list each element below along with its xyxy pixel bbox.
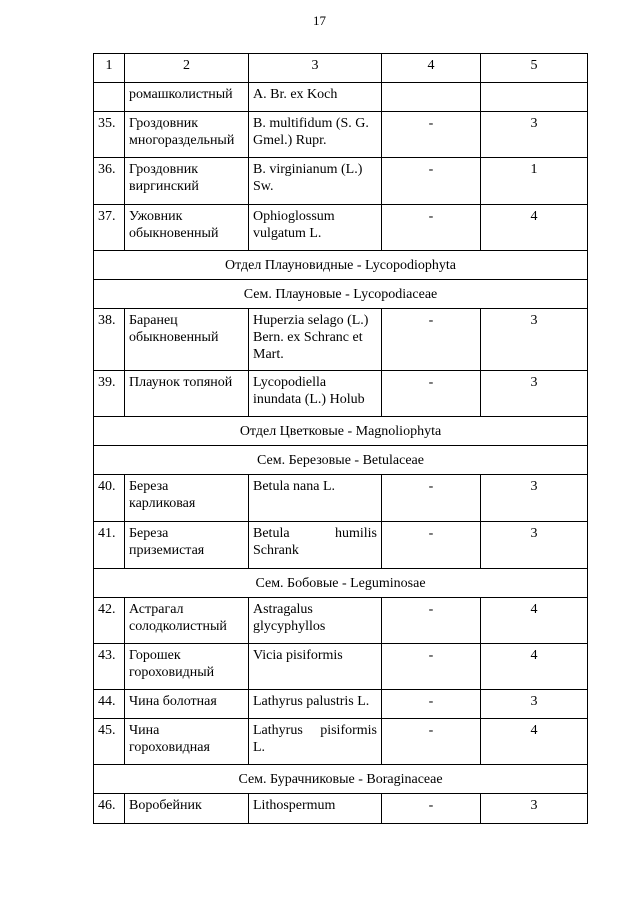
column-4-value: - xyxy=(382,112,481,158)
species-russian-name-line: Гроздовник xyxy=(129,162,199,177)
species-latin-name-line: vulgatum L. xyxy=(253,226,322,241)
species-latin-name-line: Betula humilis xyxy=(253,526,377,541)
header-col-5: 5 xyxy=(481,54,588,83)
table-row xyxy=(94,83,588,112)
table-row xyxy=(94,205,588,251)
header-col-4: 4 xyxy=(382,54,481,83)
column-5-value: 1 xyxy=(481,158,588,205)
section-header-row xyxy=(94,280,588,309)
table-row xyxy=(94,158,588,205)
species-russian-name xyxy=(125,719,249,765)
species-russian-name-line: Воробейник xyxy=(129,798,202,813)
column-5-value: 4 xyxy=(481,644,588,690)
column-5-value: 3 xyxy=(481,522,588,569)
species-russian-name xyxy=(125,309,249,371)
species-russian-name-line: Береза xyxy=(129,479,169,494)
page-number: 17 xyxy=(313,13,326,28)
section-header-row xyxy=(94,417,588,446)
header-col-2: 2 xyxy=(125,54,249,83)
column-4-value: - xyxy=(382,644,481,690)
species-russian-name xyxy=(125,371,249,417)
row-number: 39. xyxy=(94,371,125,417)
species-russian-name-line: Плаунок топяной xyxy=(129,375,233,390)
section-title: Сем. Бобовые - Leguminosae xyxy=(94,569,588,598)
species-latin-name-line: Schrank xyxy=(253,543,299,558)
column-5-value: 3 xyxy=(481,475,588,522)
header-col-3: 3 xyxy=(249,54,382,83)
section-title: Сем. Бурачниковые - Boraginaceae xyxy=(94,765,588,794)
species-russian-name-line: карликовая xyxy=(129,496,196,511)
column-5-value: 4 xyxy=(481,205,588,251)
species-russian-name xyxy=(125,690,249,719)
table-row xyxy=(94,475,588,522)
species-latin-name-line: Lycopodiella xyxy=(253,375,327,390)
species-latin-name xyxy=(249,83,382,112)
species-latin-name-line: B. multifidum (S. G. xyxy=(253,116,369,131)
table-row xyxy=(94,794,588,824)
column-5-value: 3 xyxy=(481,112,588,158)
species-russian-name xyxy=(125,644,249,690)
species-table xyxy=(93,53,588,824)
table-row xyxy=(94,309,588,371)
column-5-value: 4 xyxy=(481,719,588,765)
column-5-value: 3 xyxy=(481,690,588,719)
section-header-row xyxy=(94,251,588,280)
row-number: 36. xyxy=(94,158,125,205)
species-latin-name-line: Ophioglossum xyxy=(253,209,335,224)
table-header-row xyxy=(94,54,588,83)
species-latin-name-line: Mart. xyxy=(253,347,284,362)
species-russian-name-line: Чина xyxy=(129,723,160,738)
species-latin-name-line: Lithospermum xyxy=(253,798,336,813)
species-latin-name xyxy=(249,644,382,690)
species-latin-name-line: inundata (L.) Holub xyxy=(253,392,365,407)
species-latin-name-line: Lathyrus pisiformis xyxy=(253,723,377,738)
column-4-value: - xyxy=(382,158,481,205)
species-russian-name-line: Горошек xyxy=(129,648,181,663)
species-russian-name-line: обыкновенный xyxy=(129,226,219,241)
species-latin-name xyxy=(249,598,382,644)
column-4-value: - xyxy=(382,205,481,251)
column-4-value: - xyxy=(382,598,481,644)
species-russian-name xyxy=(125,475,249,522)
section-title: Сем. Березовые - Betulaceae xyxy=(94,446,588,475)
section-title: Отдел Плауновидные - Lycopodiophyta xyxy=(94,251,588,280)
header-col-1: 1 xyxy=(94,54,125,83)
species-latin-name xyxy=(249,522,382,569)
species-russian-name-line: Гроздовник xyxy=(129,116,199,131)
species-russian-name-line: солодколистный xyxy=(129,619,227,634)
species-russian-name xyxy=(125,522,249,569)
species-latin-name xyxy=(249,794,382,824)
species-latin-name xyxy=(249,112,382,158)
species-russian-name-line: гороховидная xyxy=(129,740,210,755)
species-latin-name-line: Sw. xyxy=(253,179,274,194)
species-latin-name-line: Betula nana L. xyxy=(253,479,336,494)
column-5-value: 3 xyxy=(481,309,588,371)
column-5-value: 3 xyxy=(481,794,588,824)
species-latin-name xyxy=(249,690,382,719)
species-latin-name-line: Gmel.) Rupr. xyxy=(253,133,327,148)
column-4-value: - xyxy=(382,371,481,417)
column-4-value: - xyxy=(382,719,481,765)
species-russian-name xyxy=(125,794,249,824)
species-russian-name xyxy=(125,158,249,205)
row-number xyxy=(94,83,125,112)
species-russian-name-line: виргинский xyxy=(129,179,199,194)
column-4-value: - xyxy=(382,794,481,824)
species-russian-name-line: ромашколистный xyxy=(129,87,233,102)
row-number: 41. xyxy=(94,522,125,569)
species-russian-name-line: Баранец xyxy=(129,313,178,328)
species-latin-name xyxy=(249,371,382,417)
species-russian-name-line: гороховидный xyxy=(129,665,215,680)
column-4-value: - xyxy=(382,309,481,371)
species-russian-name-line: обыкновенный xyxy=(129,330,219,345)
row-number: 35. xyxy=(94,112,125,158)
row-number: 42. xyxy=(94,598,125,644)
species-russian-name-line: Ужовник xyxy=(129,209,183,224)
species-latin-name xyxy=(249,309,382,371)
row-number: 37. xyxy=(94,205,125,251)
table-row xyxy=(94,112,588,158)
species-russian-name-line: приземистая xyxy=(129,543,205,558)
table-row xyxy=(94,690,588,719)
species-latin-name-line: L. xyxy=(253,740,266,755)
species-latin-name xyxy=(249,719,382,765)
section-title: Сем. Плауновые - Lycopodiaceae xyxy=(94,280,588,309)
table-row xyxy=(94,371,588,417)
column-5-value xyxy=(481,83,588,112)
section-title: Отдел Цветковые - Magnoliophyta xyxy=(94,417,588,446)
species-latin-name-line: Bern. ex Schranc et xyxy=(253,330,363,345)
column-5-value: 4 xyxy=(481,598,588,644)
column-4-value: - xyxy=(382,522,481,569)
table-row xyxy=(94,522,588,569)
species-latin-name-line: Huperzia selago (L.) xyxy=(253,313,369,328)
column-4-value: - xyxy=(382,475,481,522)
species-latin-name xyxy=(249,205,382,251)
species-latin-name-line: B. virginianum (L.) xyxy=(253,162,363,177)
species-russian-name-line: Чина болотная xyxy=(129,694,217,709)
column-5-value: 3 xyxy=(481,371,588,417)
species-latin-name xyxy=(249,475,382,522)
species-russian-name-line: многораздельный xyxy=(129,133,235,148)
species-latin-name xyxy=(249,158,382,205)
row-number: 38. xyxy=(94,309,125,371)
species-russian-name xyxy=(125,205,249,251)
species-russian-name xyxy=(125,598,249,644)
row-number: 40. xyxy=(94,475,125,522)
species-latin-name-line: A. Br. ex Koch xyxy=(253,87,338,102)
row-number: 43. xyxy=(94,644,125,690)
row-number: 46. xyxy=(94,794,125,824)
table-row xyxy=(94,719,588,765)
species-latin-name-line: Lathyrus palustris L. xyxy=(253,694,370,709)
species-latin-name-line: Vicia pisiformis xyxy=(253,648,343,663)
section-header-row xyxy=(94,765,588,794)
species-russian-name-line: Астрагал xyxy=(129,602,184,617)
species-russian-name-line: Береза xyxy=(129,526,169,541)
species-latin-name-line: glycyphyllos xyxy=(253,619,326,634)
column-4-value: - xyxy=(382,690,481,719)
section-header-row xyxy=(94,446,588,475)
section-header-row xyxy=(94,569,588,598)
species-russian-name xyxy=(125,112,249,158)
species-russian-name xyxy=(125,83,249,112)
row-number: 45. xyxy=(94,719,125,765)
table-row xyxy=(94,598,588,644)
column-4-value xyxy=(382,83,481,112)
row-number: 44. xyxy=(94,690,125,719)
table-row xyxy=(94,644,588,690)
species-latin-name-line: Astragalus xyxy=(253,602,313,617)
